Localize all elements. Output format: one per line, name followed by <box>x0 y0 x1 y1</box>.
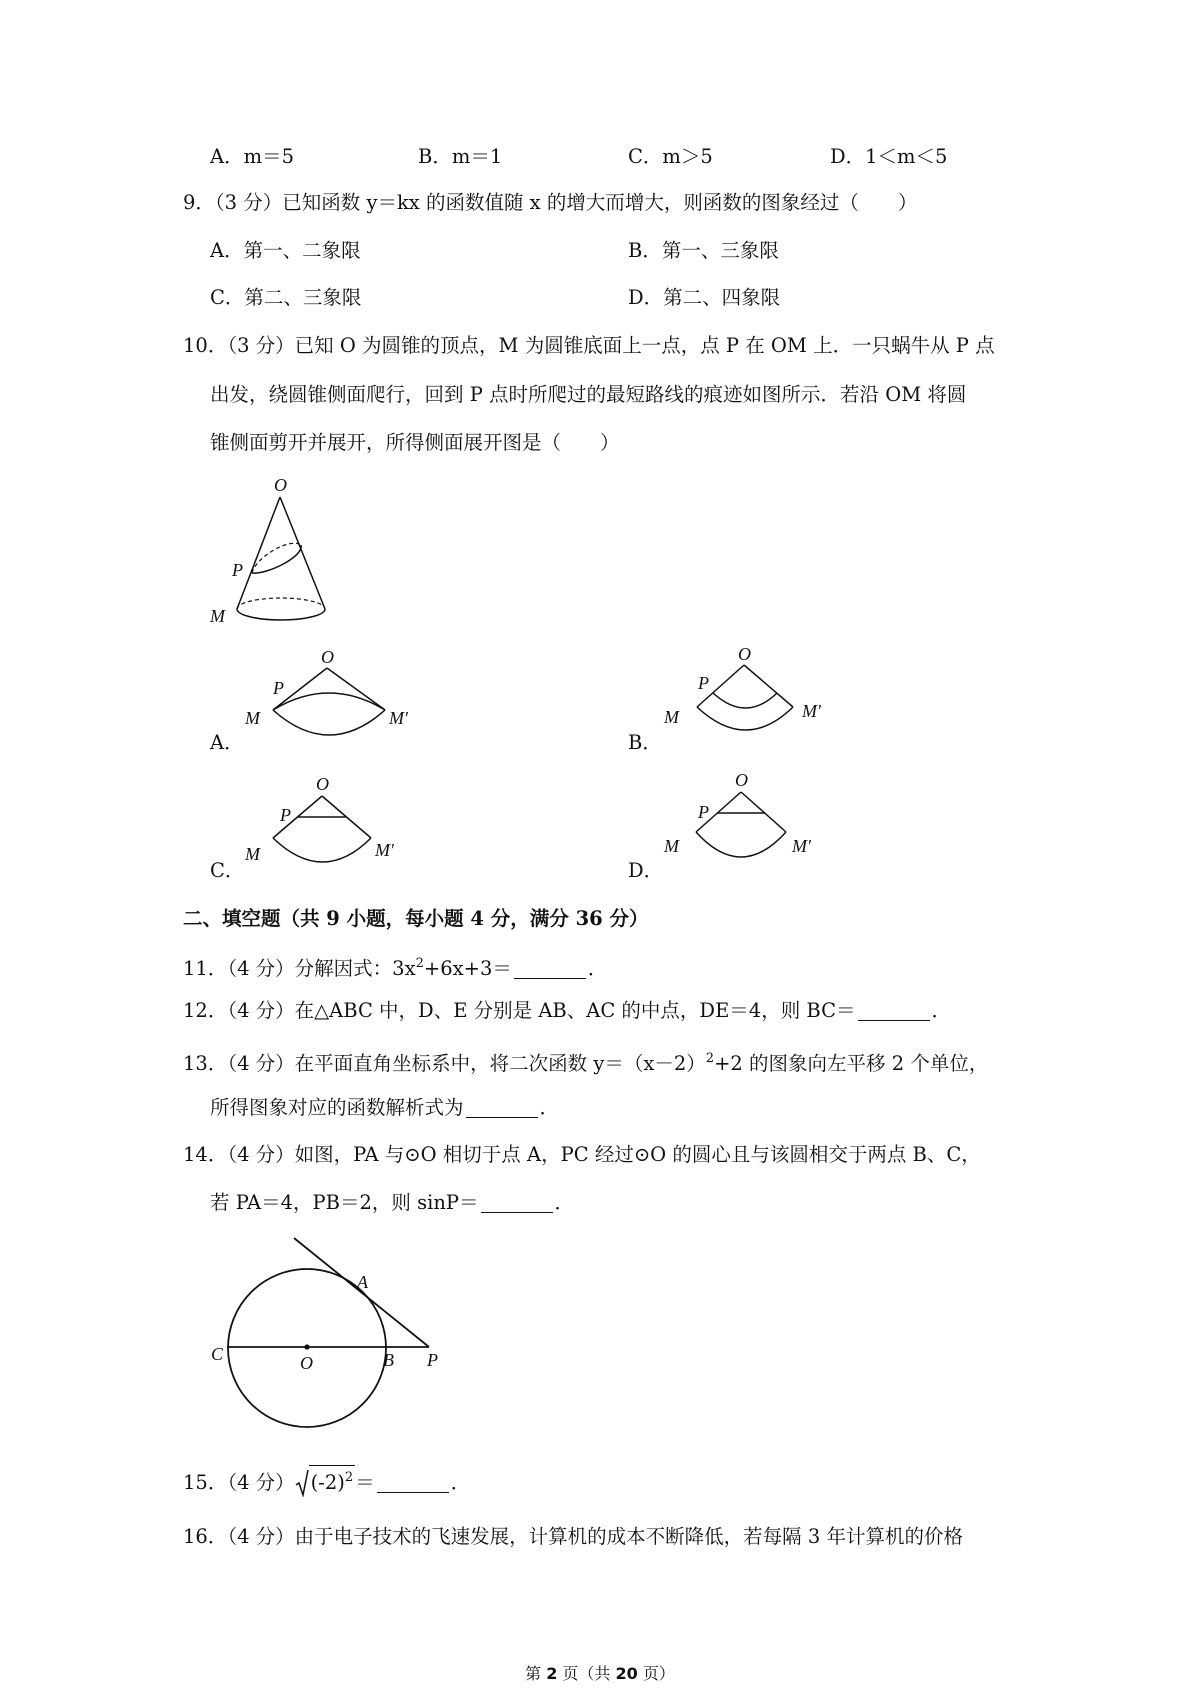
q16-line-1: 16．（4 分）由于电子技术的飞速发展，计算机的成本不断降低，若每隔 3 年计算机的价格 <box>183 1525 963 1548</box>
fig-a-label-o: O <box>321 648 334 667</box>
q15-answer-blank[interactable] <box>377 1472 449 1493</box>
footer-page-number: 2 <box>546 1664 558 1683</box>
q11-prefix: 11．（4 分）分解因式：3x <box>183 957 416 980</box>
circle-label-b: B <box>383 1350 394 1370</box>
q12-answer-blank[interactable] <box>858 1000 930 1021</box>
fig-a-label-m2: M′ <box>389 708 408 728</box>
circle-label-a: A <box>357 1272 368 1292</box>
unfold-figure-b <box>660 645 850 755</box>
q12-text: 12．（4 分）在△ABC 中，D、E 分别是 AB、AC 的中点，DE＝4，则 BC＝ <box>183 999 856 1022</box>
q15-sup: 2 <box>344 1470 354 1485</box>
circle-label-o: O <box>300 1353 313 1373</box>
unfold-figure-d <box>660 770 850 880</box>
q11-end: ． <box>587 957 608 980</box>
fig-b-label-m: M <box>664 707 679 727</box>
cone-label-o: O <box>274 475 287 495</box>
fig-d-label-m2: M′ <box>792 836 811 856</box>
q10-option-a: A． <box>210 731 244 754</box>
circle-label-p: P <box>427 1350 438 1370</box>
q14-line-2 <box>210 1189 574 1217</box>
q14-answer-blank[interactable] <box>481 1192 553 1213</box>
q9-option-a: A．第一、二象限 <box>210 239 361 262</box>
fig-d-label-o: O <box>735 770 748 790</box>
q9-option-b: B．第一、三象限 <box>628 239 779 262</box>
q8-option-d: D．1＜m＜5 <box>830 145 948 168</box>
fig-b-label-m2: M′ <box>802 701 821 721</box>
q11-sup: 2 <box>415 956 424 971</box>
q13-sup: 2 <box>705 1051 715 1066</box>
footer-total-pages: 20 <box>615 1664 638 1683</box>
sqrt-icon <box>295 1469 309 1497</box>
q9-option-d: D．第二、四象限 <box>628 286 781 309</box>
q10-option-c: C． <box>210 859 245 882</box>
unfold-figure-c <box>243 774 423 884</box>
q11-answer-blank[interactable] <box>514 958 586 979</box>
q14-line-1: 14．（4 分）如图，PA 与⊙O 相切于点 A，PC 经过⊙O 的圆心且与该圆相交于两点 B、C， <box>183 1143 981 1166</box>
q9-stem: 9．（3 分）已知函数 y＝kx 的函数值随 x 的增大而增大，则函数的图象经过（ ） <box>183 191 918 214</box>
q11 <box>183 950 607 983</box>
q13-line-2 <box>210 1094 559 1122</box>
footer-suffix: 页） <box>637 1664 675 1683</box>
q10-line-1: 10．（3 分）已知 O 为圆锥的顶点，M 为圆锥底面上一点，点 P 在 OM 上．一只蜗牛从 P 点 <box>183 334 995 357</box>
fig-c-label-o: O <box>316 774 329 794</box>
q13-line2-text: 所得图象对应的函数解析式为 <box>210 1096 464 1119</box>
fig-a-label-p: P <box>273 678 284 698</box>
q12 <box>183 997 951 1025</box>
q8-option-a: A．m＝5 <box>210 145 294 168</box>
q15-suffix: ＝ <box>355 1471 375 1494</box>
q13-end: ． <box>539 1096 560 1119</box>
unfold-figure-a <box>243 648 423 758</box>
q15-radical <box>309 1465 356 1495</box>
q10-line-3: 锥侧面剪开并展开，所得侧面展开图是（ ） <box>210 431 620 454</box>
fig-b-label-o: O <box>738 645 751 664</box>
q15 <box>183 1465 470 1497</box>
q13-answer-blank[interactable] <box>466 1097 538 1118</box>
q8-option-b: B．m＝1 <box>418 145 503 168</box>
footer-middle: 页（共 <box>557 1664 616 1683</box>
cone-label-p: P <box>232 560 243 580</box>
fig-c-label-p: P <box>280 805 291 825</box>
cone-figure <box>200 475 340 635</box>
q10-line-2: 出发，绕圆锥侧面爬行，回到 P 点时所爬过的最短路线的痕迹如图所示．若沿 OM 将圆 <box>210 383 967 406</box>
fig-c-label-m2: M′ <box>375 840 394 860</box>
footer-prefix: 第 <box>525 1664 547 1683</box>
fig-a-label-m: M <box>245 708 260 728</box>
q13-line1-b: +2 的图象向左平移 2 个单位， <box>714 1052 989 1075</box>
fig-c-label-m: M <box>245 844 260 864</box>
circle-label-c: C <box>211 1344 224 1364</box>
cone-label-m: M <box>210 606 225 626</box>
q14-end: ． <box>554 1191 575 1214</box>
q10-option-d: D． <box>628 859 664 882</box>
fig-d-label-m: M <box>664 836 679 856</box>
q11-suffix: +6x+3＝ <box>423 957 512 980</box>
page-footer <box>0 1661 1200 1684</box>
q14-line2-text: 若 PA＝4，PB＝2，则 sinP＝ <box>210 1191 479 1214</box>
q13-line-1 <box>183 1045 988 1078</box>
q15-end: ． <box>450 1471 471 1494</box>
q10-option-b: B． <box>628 731 662 754</box>
section-2-title: 二、填空题（共 9 小题，每小题 4 分，满分 36 分） <box>183 907 649 930</box>
fig-d-label-p: P <box>698 802 709 822</box>
q13-line1-a: 13．（4 分）在平面直角坐标系中，将二次函数 y＝（x－2） <box>183 1052 706 1075</box>
circle-tangent-figure <box>205 1230 455 1430</box>
q12-end: ． <box>931 999 952 1022</box>
q9-option-c: C．第二、三象限 <box>210 286 362 309</box>
q15-prefix: 15．（4 分） <box>183 1471 295 1494</box>
fig-b-label-p: P <box>698 673 709 693</box>
q15-radicand: (-2) <box>310 1471 345 1494</box>
q8-option-c: C．m＞5 <box>628 145 713 168</box>
